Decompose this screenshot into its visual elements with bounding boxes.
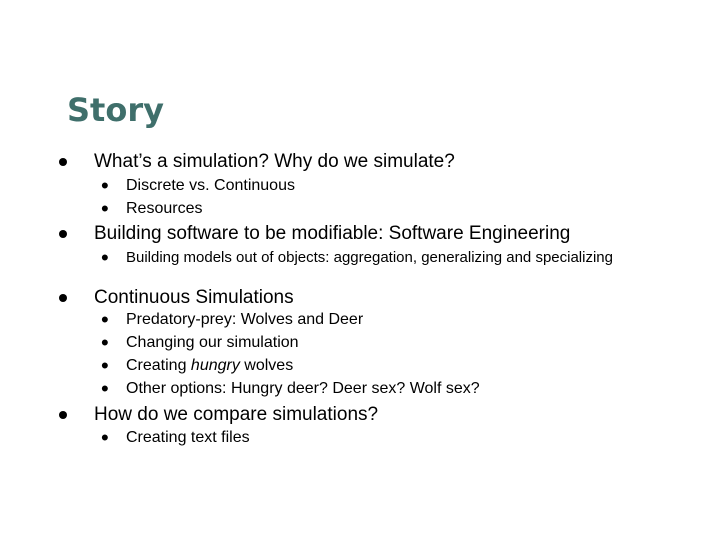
bullet-item: What’s a simulation? Why do we simulate? — [94, 151, 455, 172]
sub-bullet-item — [126, 356, 293, 375]
sub-bullet-item: Predatory-prey: Wolves and Deer — [126, 311, 364, 328]
sub-bullet-item: Resources — [126, 200, 203, 217]
bullet-dot — [59, 230, 67, 238]
bullet-item: How do we compare simulations? — [94, 404, 379, 425]
sub-bullet-text-start: Creating — [126, 357, 191, 374]
sub-bullet-item: Building models out of objects: aggregation, generalizing and specializing — [126, 249, 613, 266]
slide-title: Story — [67, 91, 164, 129]
sub-bullet-item: Other options: Hungry deer? Deer sex? Wolf sex? — [126, 380, 480, 397]
sub-bullet-dot: • — [101, 245, 109, 270]
bullet-dot — [59, 411, 67, 419]
sub-bullet-item: Creating text files — [126, 429, 250, 446]
sub-bullet-text-emphasis: hungry — [190, 357, 240, 374]
bullet-dot — [59, 294, 67, 302]
sub-bullet-dot: • — [101, 330, 109, 355]
bullet-item: Continuous Simulations — [94, 287, 294, 308]
bullet-dot — [59, 158, 67, 166]
sub-bullet-text-end: wolves — [239, 357, 294, 374]
sub-bullet-dot: • — [101, 196, 109, 221]
sub-bullet-dot: • — [101, 376, 109, 401]
sub-bullet-item: Changing our simulation — [126, 334, 299, 351]
sub-bullet-dot: • — [101, 307, 109, 332]
sub-bullet-dot: • — [101, 173, 109, 198]
sub-bullet-dot: • — [101, 425, 109, 450]
sub-bullet-dot: • — [101, 353, 109, 378]
bullet-item: Building software to be modifiable: Software Engineering — [94, 223, 571, 244]
sub-bullet-item: Discrete vs. Continuous — [126, 177, 295, 194]
